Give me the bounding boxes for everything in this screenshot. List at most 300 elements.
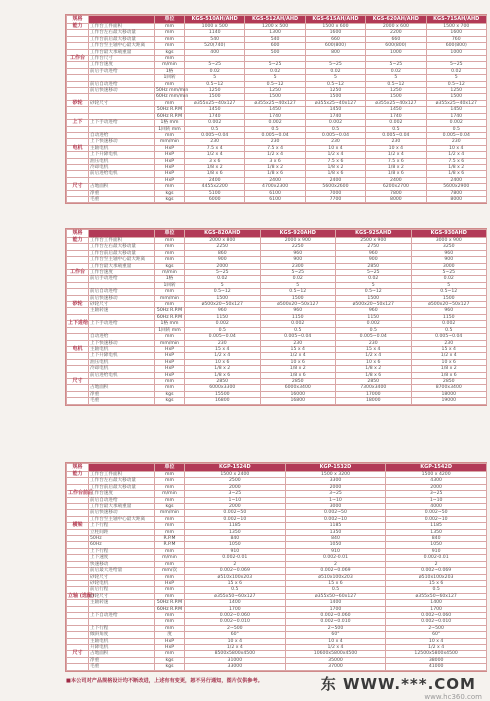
item-cell: 上下手动进给 (89, 120, 155, 126)
value-cell: 1740 (426, 113, 486, 119)
item-cell: 工作台最大承载重量 (89, 504, 155, 510)
value-cell: ø355x25~40x127 (426, 100, 486, 106)
unit-cell: R.P.M (155, 536, 185, 542)
value-cell: 1/8 x 6 (245, 171, 305, 177)
item-cell: 毛重 (89, 664, 155, 670)
value-cell: 2400 (305, 177, 365, 183)
value-cell: 600(800) (366, 43, 426, 49)
unit-cell: HxP (155, 359, 185, 365)
category-cell: 砂轮 (67, 302, 89, 308)
unit-cell: mm (155, 244, 185, 250)
item-cell: 前后自动进给 (89, 81, 155, 87)
item-cell: 前后快速移动 (89, 510, 155, 516)
unit-cell: mm (155, 238, 185, 244)
header-model: KGS-620AH/AHD (366, 16, 426, 24)
value-cell: 41000 (386, 664, 487, 670)
value-cell: ø355x25~40x127 (366, 100, 426, 106)
unit-cell: HxP (155, 366, 185, 372)
value-cell: 1200 x 500 (245, 24, 305, 30)
value-cell: 2850 (336, 378, 412, 384)
category-cell: 能力 (67, 24, 89, 30)
value-cell: 10 x 4 (426, 145, 486, 151)
item-cell: 上下行程 (89, 548, 155, 554)
spec-table (66, 463, 487, 671)
item-cell: 前后进给电机 (89, 372, 155, 378)
unit-cell: mm (155, 289, 185, 295)
value-cell: 5~25 (305, 62, 365, 68)
value-cell: 1450 (245, 107, 305, 113)
unit-cell: m/min (155, 555, 185, 561)
value-cell: 0.5 (260, 327, 336, 333)
footnote: ■本公司对产品规格设计均不断改进，上述有有变更，恕不另行通知，图片仅供参考。 (66, 678, 263, 684)
header-unit: 单位 (155, 16, 185, 24)
unit-cell: m/min (155, 270, 185, 276)
value-cell: 3000 (285, 504, 386, 510)
value-cell: 1150 (411, 314, 487, 320)
item-cell: 前后手动进给 (89, 276, 155, 282)
value-cell: 1250 (185, 88, 245, 94)
value-cell: 900 (336, 257, 412, 263)
value-cell: 2000 (185, 263, 261, 269)
value-cell: 1/8 x 6 (366, 171, 426, 177)
value-cell: 2400 (366, 177, 426, 183)
value-cell: 1300 (245, 30, 305, 36)
unit-cell: mm (155, 257, 185, 263)
value-cell: 0.002~0.060 (285, 612, 386, 618)
item-cell: 工作台前后最大移动量 (89, 250, 155, 256)
value-cell: 1450 (305, 107, 365, 113)
value-cell: 910 (386, 548, 487, 554)
value-cell: 230 (336, 340, 412, 346)
unit-cell: 60Hz R.P.M (155, 314, 185, 320)
value-cell: 600(800) (426, 43, 486, 49)
value-cell: 2250 (260, 244, 336, 250)
value-cell: 1150 (260, 314, 336, 320)
value-cell: 5~25 (366, 62, 426, 68)
item-cell: 工作台左右最大移动量 (89, 244, 155, 250)
value-cell: 0.002~10 (285, 516, 386, 522)
value-cell: 15 x 4 (260, 346, 336, 352)
unit-cell: m/min (155, 491, 185, 497)
value-cell: 7.5 x 6 (305, 158, 365, 164)
value-cell: 0.5~12 (305, 81, 365, 87)
category-cell: 尺寸 (67, 651, 89, 657)
value-cell: 2~500 (285, 625, 386, 631)
unit-cell: 60Hz R.P.M (155, 113, 185, 119)
item-cell: 60Hz (89, 542, 155, 548)
unit-cell: kgs (155, 398, 185, 404)
value-cell: 230 (260, 340, 336, 346)
value-cell: 6100 (245, 196, 305, 202)
unit-cell: mm (155, 100, 185, 106)
item-cell: 工作台工件面积 (89, 24, 155, 30)
header-model: KGS-930AHD (411, 230, 487, 238)
value-cell: 7300x3400 (336, 385, 412, 391)
category-cell: 工作台前后 (68, 490, 94, 497)
value-cell: 1/2 x 4 (185, 644, 286, 650)
value-cell: 1/8 x 6 (260, 372, 336, 378)
item-cell: 主轴电机 (89, 346, 155, 352)
item-cell: 前后快速移动 (89, 88, 155, 94)
category-cell: 电机 (67, 145, 89, 151)
value-cell: 3000 x 900 (411, 238, 487, 244)
table-row (67, 664, 487, 670)
value-cell: 3250 (411, 244, 487, 250)
category-cell: 工作台 (67, 270, 89, 276)
value-cell: 1/8 x 2 (245, 164, 305, 170)
unit-cell: mm (155, 516, 185, 522)
category-cell: 工作台 (67, 56, 89, 62)
spec-table (66, 229, 487, 405)
value-cell: 6100 (245, 190, 305, 196)
value-cell: 5 (411, 282, 487, 288)
unit-cell: mm (155, 184, 185, 190)
value-cell: 0.5~12 (411, 289, 487, 295)
value-cell: 0.02 (305, 68, 365, 74)
table-row (67, 196, 487, 202)
value-cell: 900 (411, 257, 487, 263)
value-cell: 5~25 (245, 62, 305, 68)
value-cell: 960 (411, 250, 487, 256)
value-cell: 5~25 (260, 270, 336, 276)
value-cell: 10 x 4 (366, 145, 426, 151)
value-cell: 5100 (185, 190, 245, 196)
value-cell: 1500 x 4200 (386, 472, 487, 478)
item-cell: 砂轮尺寸 (89, 593, 155, 599)
unit-cell: kgs (155, 190, 185, 196)
unit-cell: mm (155, 30, 185, 36)
unit-cell: 1格 (155, 276, 185, 282)
item-cell: 油压电机 (89, 359, 155, 365)
unit-cell: kgs (155, 49, 185, 55)
value-cell: 2~500 (185, 625, 286, 631)
value-cell: 1250 (305, 88, 365, 94)
item-cell: 油压电机 (89, 158, 155, 164)
item-cell: 前后手动进给 (89, 68, 155, 74)
value-cell: 1/8 x 2 (185, 164, 245, 170)
value-cell: 0.002 (245, 120, 305, 126)
value-cell: 1350 (386, 529, 487, 535)
value-cell: 7700 (305, 196, 365, 202)
unit-cell: kgs (155, 196, 185, 202)
value-cell: 0.002-0.01 (285, 555, 386, 561)
value-cell: 0.5 (386, 587, 487, 593)
value-cell: 0.002 (305, 120, 365, 126)
value-cell: 1500 (185, 94, 245, 100)
value-cell: 600(800) (305, 43, 365, 49)
unit-cell: HxP (155, 164, 185, 170)
table-header-row (67, 230, 487, 238)
table-header-row (67, 464, 487, 472)
item-cell: 冷却电机 (89, 164, 155, 170)
unit-cell: HxP (155, 372, 185, 378)
value-cell: 1400 (285, 600, 386, 606)
value-cell: 0.002~10 (386, 516, 487, 522)
unit-cell: mm (155, 625, 185, 631)
value-cell: 0.5 (366, 126, 426, 132)
spec-table-kgs-510-715 (65, 14, 487, 204)
unit-cell: HxP (155, 145, 185, 151)
value-cell: 0.002~50 (386, 510, 487, 516)
value-cell: 38000 (386, 657, 487, 663)
value-cell: 2850 (185, 378, 261, 384)
value-cell: 1500 (245, 94, 305, 100)
value-cell: 5 (260, 282, 336, 288)
item-cell: 前后自动进给 (89, 497, 155, 503)
value-cell: 2 (285, 561, 386, 567)
unit-cell: 1回转 mm (155, 327, 185, 333)
value-cell: 0.5 (305, 126, 365, 132)
item-cell: 工作台至主轴中心最大距离 (89, 516, 155, 522)
value-cell: 1/2 x 4 (260, 353, 336, 359)
value-cell: 500 (245, 49, 305, 55)
value-cell: 1150 (185, 314, 261, 320)
value-cell: 6000 (185, 196, 245, 202)
value-cell: 0.002~0.010 (185, 619, 286, 625)
item-cell: 主轴转速 (89, 308, 155, 314)
value-cell: 0.005~0.04 (366, 132, 426, 138)
unit-cell: 50Hz R.P.M (155, 107, 185, 113)
value-cell: 0.5~12 (185, 289, 261, 295)
unit-cell: mm/min (155, 139, 185, 145)
unit-cell: 度 (155, 632, 185, 638)
item-cell: 主轴电机 (89, 145, 155, 151)
value-cell: 2 (185, 561, 286, 567)
value-cell: 0.002~0.069 (285, 568, 386, 574)
value-cell: 0.005~0.04 (426, 132, 486, 138)
value-cell: 1450 (426, 107, 486, 113)
value-cell: 16000 (260, 391, 336, 397)
value-cell: 1/8 x 2 (185, 366, 261, 372)
item-cell: 上下升降电机 (89, 353, 155, 359)
value-cell: 1/8 x 6 (426, 171, 486, 177)
value-cell: 0.5 (426, 126, 486, 132)
value-cell: 960 (336, 250, 412, 256)
value-cell: 5~25 (336, 270, 412, 276)
category-cell: 上下进给 (68, 320, 89, 327)
item-cell: 前后最大进给量 (89, 568, 155, 574)
unit-cell: mm (155, 529, 185, 535)
value-cell: 960 (185, 308, 261, 314)
item-cell: 砂轮电机 (89, 580, 155, 586)
unit-cell: 1回转 (155, 282, 185, 288)
value-cell: 0.5~12 (260, 289, 336, 295)
value-cell: 3~25 (386, 491, 487, 497)
value-cell: 1600 (426, 30, 486, 36)
value-cell: 7800 (426, 190, 486, 196)
value-cell: 15 x 6 (386, 580, 487, 586)
value-cell: 0.5 (185, 587, 286, 593)
value-cell: 1600 (305, 30, 365, 36)
unit-cell: mm/min (155, 340, 185, 346)
unit-cell: 50Hz mm/min (156, 88, 189, 94)
value-cell: 2850 (336, 263, 412, 269)
value-cell: 1250 (245, 88, 305, 94)
value-cell: 0.02 (185, 68, 245, 74)
value-cell: 2400 (185, 177, 245, 183)
value-cell: 15 x 4 (336, 346, 412, 352)
value-cell: 840 (386, 536, 487, 542)
category-cell: 上下 (67, 120, 89, 126)
value-cell: 1/2 x 4 (185, 152, 245, 158)
value-cell: 0.005~0.04 (185, 132, 245, 138)
value-cell: 0.002~0.060 (386, 612, 487, 618)
unit-cell: mm (155, 619, 185, 625)
value-cell: 10 x 6 (411, 359, 487, 365)
item-cell: 工作台左右最大移动量 (89, 30, 155, 36)
item-cell: 砂轮尺寸 (89, 302, 155, 308)
unit-cell: kgs (155, 504, 185, 510)
unit-cell: mm (155, 132, 185, 138)
value-cell: ø510x100x203 (285, 574, 386, 580)
item-cell: 占地面积 (89, 385, 155, 391)
value-cell: 230 (305, 139, 365, 145)
header-spec: 规格 (67, 464, 89, 472)
unit-cell: mm (155, 612, 185, 618)
value-cell: 230 (426, 139, 486, 145)
header-model: KGS-925AHD (336, 230, 412, 238)
value-cell: 900 (185, 257, 261, 263)
header-model: KGP-1532D (285, 464, 386, 472)
unit-cell: mm (155, 24, 185, 30)
unit-cell: mm (155, 43, 185, 49)
value-cell: 0.5 (336, 327, 412, 333)
value-cell: 3~25 (185, 491, 286, 497)
unit-cell: mm (155, 472, 185, 478)
category-cell (67, 398, 89, 404)
value-cell: 1/2 x 4 (336, 353, 412, 359)
value-cell: 10 x 6 (260, 359, 336, 365)
value-cell: 2300 (260, 263, 336, 269)
value-cell: 1500 (260, 295, 336, 301)
item-cell: 砂轮尺寸 (89, 574, 155, 580)
value-cell: ø500x20~50x127 (411, 302, 487, 308)
value-cell: 8500x5800x4500 (185, 651, 286, 657)
value-cell: 16800 (185, 398, 261, 404)
value-cell: 1/8 x 2 (336, 366, 412, 372)
value-cell: 2~500 (386, 625, 487, 631)
value-cell: 60° (285, 632, 386, 638)
value-cell: 2400 (426, 177, 486, 183)
value-cell: 6000x3300 (185, 385, 261, 391)
value-cell: 0.002-0.01 (185, 555, 286, 561)
item-cell: 工作台工件面积 (89, 472, 155, 478)
value-cell: 7.5 x 4 (185, 145, 245, 151)
value-cell: 2000 (185, 504, 286, 510)
category-cell (67, 664, 89, 670)
value-cell: 1740 (185, 113, 245, 119)
unit-cell: mm (155, 523, 185, 529)
value-cell: 1185 (285, 523, 386, 529)
value-cell: 1500 x 3200 (285, 472, 386, 478)
value-cell: 2000 x 900 (260, 238, 336, 244)
value-cell: 2 (386, 561, 487, 567)
value-cell: 10600x5800x4500 (285, 651, 386, 657)
value-cell: 760 (426, 36, 486, 42)
value-cell: 1500 (411, 295, 487, 301)
value-cell: 960 (260, 308, 336, 314)
value-cell: 0.5 (411, 327, 487, 333)
value-cell: 2000 (285, 484, 386, 490)
value-cell: 1740 (305, 113, 365, 119)
value-cell: 1500 (185, 295, 261, 301)
value-cell: 31000 (185, 657, 286, 663)
value-cell: ø510x100x203 (386, 574, 487, 580)
value-cell: 0.005~0.04 (336, 334, 412, 340)
value-cell: 1740 (245, 113, 305, 119)
unit-cell: mm (155, 593, 185, 599)
value-cell: 35000 (285, 657, 386, 663)
category-cell: 能力 (67, 238, 89, 244)
value-cell: 7.5 x 6 (426, 158, 486, 164)
value-cell: 0.5 (285, 587, 386, 593)
value-cell: 840 (185, 536, 286, 542)
value-cell: 0.02 (245, 68, 305, 74)
value-cell: 1140 (185, 30, 245, 36)
value-cell: 540 (245, 36, 305, 42)
value-cell: ø355x50~60x127 (386, 593, 487, 599)
unit-cell: 50Hz R.P.M (155, 600, 185, 606)
value-cell: 960 (260, 250, 336, 256)
value-cell: 0.5 (185, 126, 245, 132)
header-model (89, 464, 155, 472)
item-cell: 净重 (89, 391, 155, 397)
value-cell: 5~25 (411, 270, 487, 276)
value-cell: 0.5 (185, 327, 261, 333)
value-cell: 1250 (366, 88, 426, 94)
value-cell: 1500 x 600 (305, 24, 365, 30)
value-cell: 230 (411, 340, 487, 346)
value-cell: 4700x2300 (245, 184, 305, 190)
value-cell: 0.002~10 (185, 516, 286, 522)
item-cell: 占地面积 (89, 651, 155, 657)
value-cell: 1/2 x 4 (305, 152, 365, 158)
unit-cell: mm (155, 478, 185, 484)
value-cell: 1350 (185, 529, 286, 535)
unit-cell: mm (155, 548, 185, 554)
unit-cell: HxP (155, 644, 185, 650)
item-cell: 砂轮尺寸 (89, 100, 155, 106)
value-cell: 0.5~12 (245, 81, 305, 87)
value-cell: 1/2 x 4 (386, 644, 487, 650)
value-cell: 800 (305, 49, 365, 55)
item-cell: 倾斜角度 (89, 632, 155, 638)
value-cell: 0.005~0.04 (411, 334, 487, 340)
watermark-url: www.hc360.com (424, 693, 482, 701)
value-cell: 0.5~12 (366, 81, 426, 87)
value-cell: 18000 (336, 398, 412, 404)
category-cell: 能力 (67, 472, 89, 478)
value-cell: 4300 (386, 478, 487, 484)
value-cell: 0.005~0.04 (245, 132, 305, 138)
value-cell: 1500 (366, 94, 426, 100)
item-cell: 工作台至主轴中心最大距离 (89, 43, 155, 49)
value-cell: 16800 (260, 398, 336, 404)
spec-table (66, 15, 487, 203)
value-cell: 600 (245, 43, 305, 49)
value-cell: 2400 (245, 177, 305, 183)
value-cell: 18000 (411, 391, 487, 397)
value-cell: 12500x5800x4500 (386, 651, 487, 657)
unit-cell: 1回转 mm (155, 126, 185, 132)
value-cell: 1/2 x 4 (185, 353, 261, 359)
item-cell: 升降电机 (89, 644, 155, 650)
unit-cell: mm (155, 574, 185, 580)
spec-table-kgs-820-930 (65, 228, 487, 406)
unit-cell: 1格 (155, 68, 185, 74)
value-cell: 0.02 (185, 276, 261, 282)
value-cell: ø500x20~50x127 (336, 302, 412, 308)
